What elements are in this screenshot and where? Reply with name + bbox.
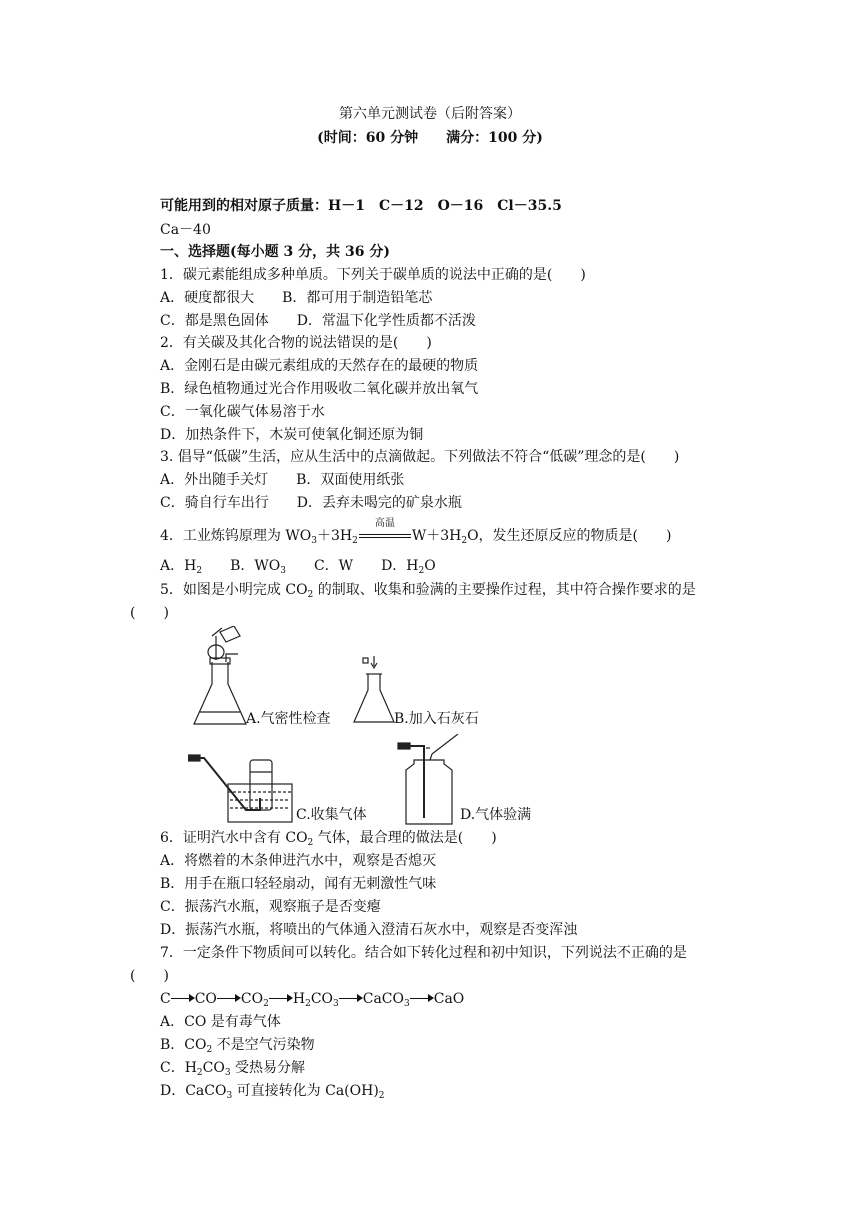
question-7-stem: 7．一定条件下物质间可以转化。结合如下转化过程和初中知识，下列说法不正确的是: [160, 945, 687, 961]
arrow-icon: [339, 993, 363, 1003]
question-4-stem: 4．工业炼钨原理为 $WO_3+3H_2$ 高温 $W+3H_2O$，发生还原反应的物质是( ): [160, 518, 672, 546]
arrow-icon: [410, 993, 434, 1003]
figure-d-caption: D.气体验满: [460, 807, 532, 823]
question-5-stem: 5．如图是小明完成 $CO_2$ 的制取、收集和验满的主要操作过程，其中符合操作要求的是: [160, 582, 696, 600]
question-6-option-d: D．振荡汽水瓶，将喷出的气体通入澄清石灰水中，观察是否变浑浊: [160, 922, 578, 938]
arrow-icon: [171, 993, 195, 1003]
question-2-option-a: A．金刚石是由碳元素组成的天然存在的最硬的物质: [160, 358, 479, 374]
question-1-options-row2: C．都是黑色固体 D．常温下化学性质都不活泼: [160, 313, 476, 329]
question-7-option-b: B．$CO_2$ 不是空气污染物: [160, 1037, 315, 1055]
add-limestone-figure: [352, 656, 396, 726]
question-7-blank: ( ): [130, 968, 169, 984]
question-3-options-row1: A．外出随手关灯 B．双面使用纸张: [160, 472, 405, 488]
figure-c-caption: C.收集气体: [296, 807, 367, 823]
atomic-mass-line: 可能用到的相对原子质量：H－1 C－12 O－16 Cl－35.5: [160, 198, 562, 214]
gas-full-test-figure: [396, 734, 462, 826]
question-6-option-b: B．用手在瓶口轻轻扇动，闻有无刺激性气味: [160, 876, 437, 892]
page-title: 第六单元测试卷（后附答案）: [339, 106, 521, 122]
figure-a-caption: A.气密性检查: [246, 711, 331, 727]
atomic-mass-line-2: Ca－40: [160, 222, 211, 238]
reaction-equals-sign: 高温: [359, 529, 411, 543]
question-2-option-b: B．绿色植物通过光合作用吸收二氧化碳并放出氧气: [160, 381, 479, 397]
conversion-chain: C CO $CO_2$ $H_2CO_3$ CaCO$_3$ CaO: [160, 991, 465, 1009]
question-2-stem: 2．有关碳及其化合物的说法错误的是( ): [160, 335, 432, 351]
question-6-option-a: A．将燃着的木条伸进汽水中，观察是否熄灭: [160, 853, 437, 869]
question-1-options-row1: A．硬度都很大 B．都可用于制造铅笔芯: [160, 290, 433, 306]
question-3-options-row2: C．骑自行车出行 D．丢弃未喝完的矿泉水瓶: [160, 495, 462, 511]
question-7-option-a: A．CO 是有毒气体: [160, 1014, 281, 1030]
question-6-stem: 6．证明汽水中含有 $CO_2$ 气体，最合理的做法是( ): [160, 830, 497, 848]
question-1-stem: 1．碳元素能组成多种单质。下列关于碳单质的说法中正确的是( ): [160, 267, 586, 283]
figure-b-caption: B.加入石灰石: [394, 711, 479, 727]
question-6-option-c: C．振荡汽水瓶，观察瓶子是否变瘪: [160, 899, 381, 915]
question-7-option-d: D．CaCO$_3$ 可直接转化为 $Ca(OH)_2$: [160, 1083, 385, 1101]
arrow-icon: [217, 993, 241, 1003]
collect-gas-figure: [188, 752, 294, 824]
arrow-icon: [269, 993, 293, 1003]
question-7-option-c: C．$H_2CO_3$ 受热易分解: [160, 1060, 306, 1078]
question-5-blank: ( ): [130, 605, 169, 621]
question-2-option-c: C．一氧化碳气体易溶于水: [160, 404, 325, 420]
section-title: 一、选择题(每小题 3 分，共 36 分): [160, 244, 390, 260]
question-4-options: A．$H_2$ B．$WO_3$ C．W D．$H_2O$: [160, 558, 436, 576]
question-3-stem: 3. 倡导“低碳”生活，应从生活中的点滴做起。下列做法不符合“低碳”理念的是( ): [160, 449, 680, 465]
question-2-option-d: D．加热条件下，木炭可使氧化铜还原为铜: [160, 427, 424, 443]
airtightness-check-figure: [190, 626, 252, 728]
exam-info: (时间：60 分钟 满分：100 分): [317, 130, 543, 146]
